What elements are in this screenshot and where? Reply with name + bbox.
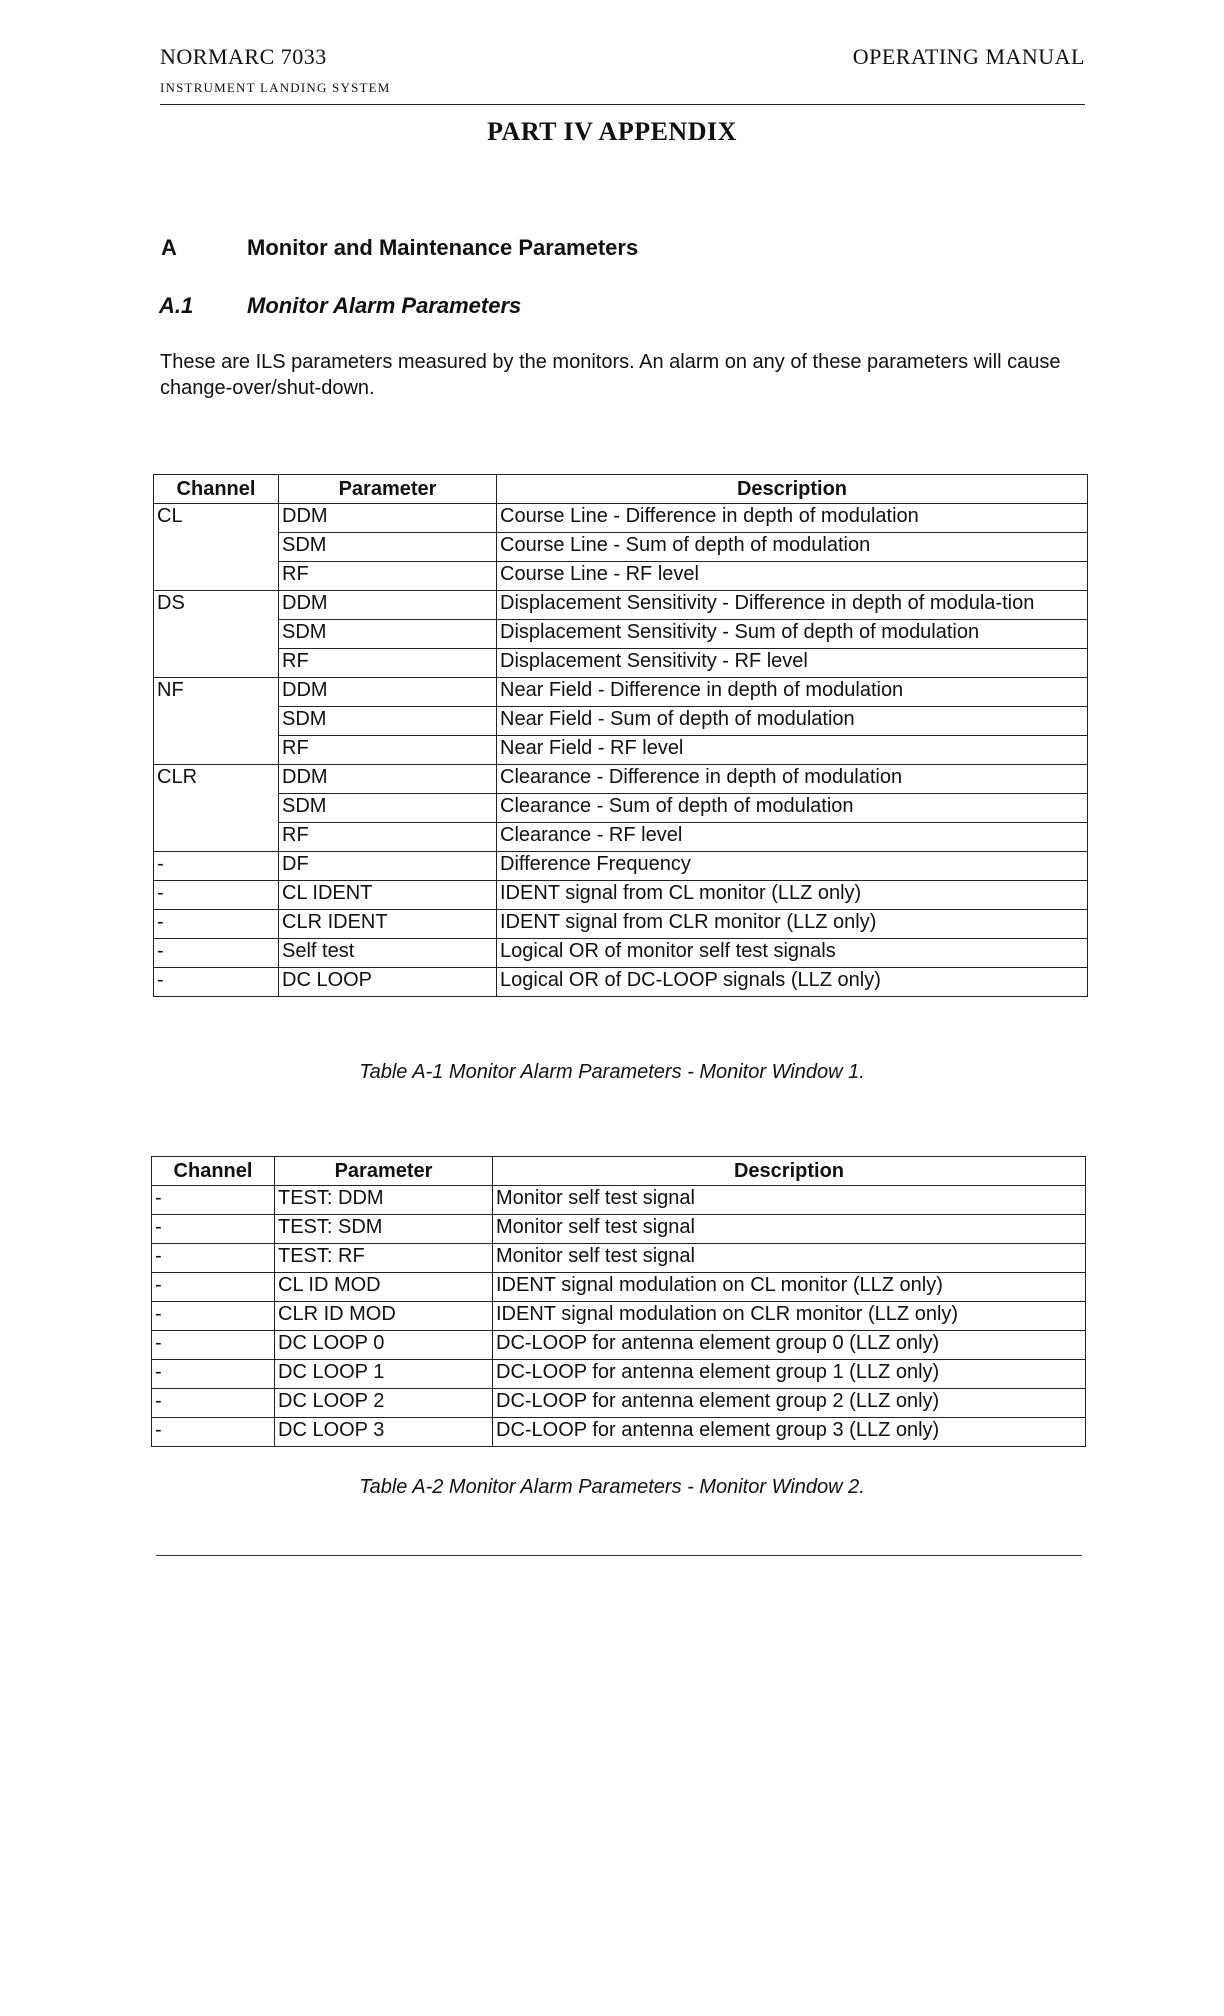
description-cell: Difference Frequency xyxy=(497,852,1088,881)
description-cell: Course Line - Sum of depth of modulation xyxy=(497,533,1088,562)
table-row xyxy=(154,736,1088,765)
parameter-cell: SDM xyxy=(279,533,497,562)
parameter-cell: DDM xyxy=(279,765,497,794)
table-row xyxy=(154,504,1088,533)
description-cell: Logical OR of DC-LOOP signals (LLZ only) xyxy=(497,968,1088,997)
table-row xyxy=(154,620,1088,649)
table-row xyxy=(154,562,1088,591)
description-cell: Logical OR of monitor self test signals xyxy=(497,939,1088,968)
description-cell: Monitor self test signal xyxy=(493,1186,1086,1215)
table-row xyxy=(154,678,1088,707)
header-channel: Channel xyxy=(154,475,279,504)
description-cell: IDENT signal from CL monitor (LLZ only) xyxy=(497,881,1088,910)
header-channel: Channel xyxy=(152,1157,275,1186)
header-doc-subtitle: INSTRUMENT LANDING SYSTEM xyxy=(160,80,391,95)
parameter-cell: SDM xyxy=(279,794,497,823)
parameter-cell: RF xyxy=(279,823,497,852)
description-cell: Displacement Sensitivity - Sum of depth of modulation xyxy=(497,620,1088,649)
channel-cell: - xyxy=(152,1418,275,1447)
parameter-cell: TEST: RF xyxy=(275,1244,493,1273)
channel-cell xyxy=(154,794,279,823)
header-description: Description xyxy=(497,475,1088,504)
parameter-cell: RF xyxy=(279,736,497,765)
description-cell: DC-LOOP for antenna element group 3 (LLZ only) xyxy=(493,1418,1086,1447)
description-cell: Clearance - RF level xyxy=(497,823,1088,852)
part-title: PART IV APPENDIX xyxy=(487,117,737,146)
table-row xyxy=(154,939,1088,968)
channel-cell xyxy=(154,707,279,736)
table-row xyxy=(152,1302,1086,1331)
description-cell: Monitor self test signal xyxy=(493,1244,1086,1273)
parameter-cell: SDM xyxy=(279,707,497,736)
description-cell: DC-LOOP for antenna element group 1 (LLZ only) xyxy=(493,1360,1086,1389)
channel-cell xyxy=(154,620,279,649)
table-row xyxy=(154,591,1088,620)
table-row xyxy=(152,1215,1086,1244)
parameter-cell: DC LOOP 0 xyxy=(275,1331,493,1360)
table-row xyxy=(152,1244,1086,1273)
table-row xyxy=(154,533,1088,562)
description-cell: Monitor self test signal xyxy=(493,1215,1086,1244)
section-title: Monitor and Maintenance Parameters xyxy=(247,235,639,260)
table-row xyxy=(154,707,1088,736)
table-row xyxy=(152,1186,1086,1215)
channel-cell: - xyxy=(154,910,279,939)
channel-cell: - xyxy=(152,1331,275,1360)
parameter-cell: CLR ID MOD xyxy=(275,1302,493,1331)
subsection-title: Monitor Alarm Parameters xyxy=(247,293,522,318)
description-cell: Near Field - Difference in depth of modulation xyxy=(497,678,1088,707)
description-cell: Near Field - RF level xyxy=(497,736,1088,765)
description-cell: DC-LOOP for antenna element group 0 (LLZ only) xyxy=(493,1331,1086,1360)
header-manual-name: OPERATING MANUAL xyxy=(852,44,1085,69)
parameter-cell: RF xyxy=(279,649,497,678)
header-doc-title: NORMARC 7033 xyxy=(160,44,327,69)
description-cell: Clearance - Sum of depth of modulation xyxy=(497,794,1088,823)
channel-cell: - xyxy=(152,1389,275,1418)
parameter-cell: TEST: DDM xyxy=(275,1186,493,1215)
channel-cell: - xyxy=(154,968,279,997)
table-row xyxy=(154,649,1088,678)
description-cell: IDENT signal modulation on CLR monitor (LLZ only) xyxy=(493,1302,1086,1331)
table-caption: Table A-2 Monitor Alarm Parameters - Monitor Window 2. xyxy=(359,1476,865,1498)
parameter-cell: SDM xyxy=(279,620,497,649)
header-parameter: Parameter xyxy=(279,475,497,504)
channel-cell: CLR xyxy=(154,765,279,794)
channel-cell: - xyxy=(152,1273,275,1302)
table-caption: Table A-1 Monitor Alarm Parameters - Monitor Window 1. xyxy=(359,1061,865,1083)
parameter-cell: TEST: SDM xyxy=(275,1215,493,1244)
section-number: A xyxy=(161,235,177,260)
channel-cell: - xyxy=(152,1186,275,1215)
parameter-cell: Self test xyxy=(279,939,497,968)
channel-cell: - xyxy=(152,1360,275,1389)
header-parameter: Parameter xyxy=(275,1157,493,1186)
description-cell: DC-LOOP for antenna element group 2 (LLZ only) xyxy=(493,1389,1086,1418)
table-row xyxy=(154,823,1088,852)
header-rule xyxy=(160,104,1085,105)
channel-cell: NF xyxy=(154,678,279,707)
description-cell: IDENT signal modulation on CL monitor (LLZ only) xyxy=(493,1273,1086,1302)
channel-cell xyxy=(154,649,279,678)
table-row xyxy=(154,765,1088,794)
table-row xyxy=(154,968,1088,997)
parameter-cell: DDM xyxy=(279,504,497,533)
parameter-cell: DF xyxy=(279,852,497,881)
parameter-cell: DC LOOP 2 xyxy=(275,1389,493,1418)
parameter-cell: CL IDENT xyxy=(279,881,497,910)
table-row xyxy=(154,881,1088,910)
table-row xyxy=(154,910,1088,939)
description-cell: Course Line - RF level xyxy=(497,562,1088,591)
table-header-row xyxy=(152,1157,1086,1186)
parameter-cell: DC LOOP 3 xyxy=(275,1418,493,1447)
intro-paragraph: These are ILS parameters measured by the monitors. An alarm on any of these parameters will cause change-over/shut-down. xyxy=(160,351,1061,399)
channel-cell: - xyxy=(152,1215,275,1244)
subsection-number: A.1 xyxy=(159,293,194,318)
channel-cell: DS xyxy=(154,591,279,620)
channel-cell xyxy=(154,562,279,591)
parameter-cell: RF xyxy=(279,562,497,591)
channel-cell xyxy=(154,823,279,852)
monitor-window-2-table xyxy=(151,1156,1086,1447)
channel-cell: - xyxy=(154,939,279,968)
channel-cell xyxy=(154,533,279,562)
description-cell: Displacement Sensitivity - RF level xyxy=(497,649,1088,678)
parameter-cell: CL ID MOD xyxy=(275,1273,493,1302)
header-description: Description xyxy=(493,1157,1086,1186)
description-cell: Displacement Sensitivity - Difference in depth of modula-tion xyxy=(497,591,1088,620)
table-row xyxy=(154,852,1088,881)
table-row xyxy=(152,1331,1086,1360)
channel-cell: - xyxy=(154,881,279,910)
description-cell: IDENT signal from CLR monitor (LLZ only) xyxy=(497,910,1088,939)
channel-cell xyxy=(154,736,279,765)
table-row xyxy=(154,794,1088,823)
table-row xyxy=(152,1418,1086,1447)
description-cell: Course Line - Difference in depth of modulation xyxy=(497,504,1088,533)
description-cell: Clearance - Difference in depth of modulation xyxy=(497,765,1088,794)
monitor-window-1-table xyxy=(153,474,1088,997)
parameter-cell: CLR IDENT xyxy=(279,910,497,939)
parameter-cell: DC LOOP xyxy=(279,968,497,997)
table-row xyxy=(152,1360,1086,1389)
description-cell: Near Field - Sum of depth of modulation xyxy=(497,707,1088,736)
table-row xyxy=(152,1273,1086,1302)
channel-cell: - xyxy=(154,852,279,881)
channel-cell: - xyxy=(152,1302,275,1331)
channel-cell: CL xyxy=(154,504,279,533)
parameter-cell: DC LOOP 1 xyxy=(275,1360,493,1389)
parameter-cell: DDM xyxy=(279,678,497,707)
footer-rule xyxy=(156,1555,1082,1556)
channel-cell: - xyxy=(152,1244,275,1273)
parameter-cell: DDM xyxy=(279,591,497,620)
table-row xyxy=(152,1389,1086,1418)
table-header-row xyxy=(154,475,1088,504)
